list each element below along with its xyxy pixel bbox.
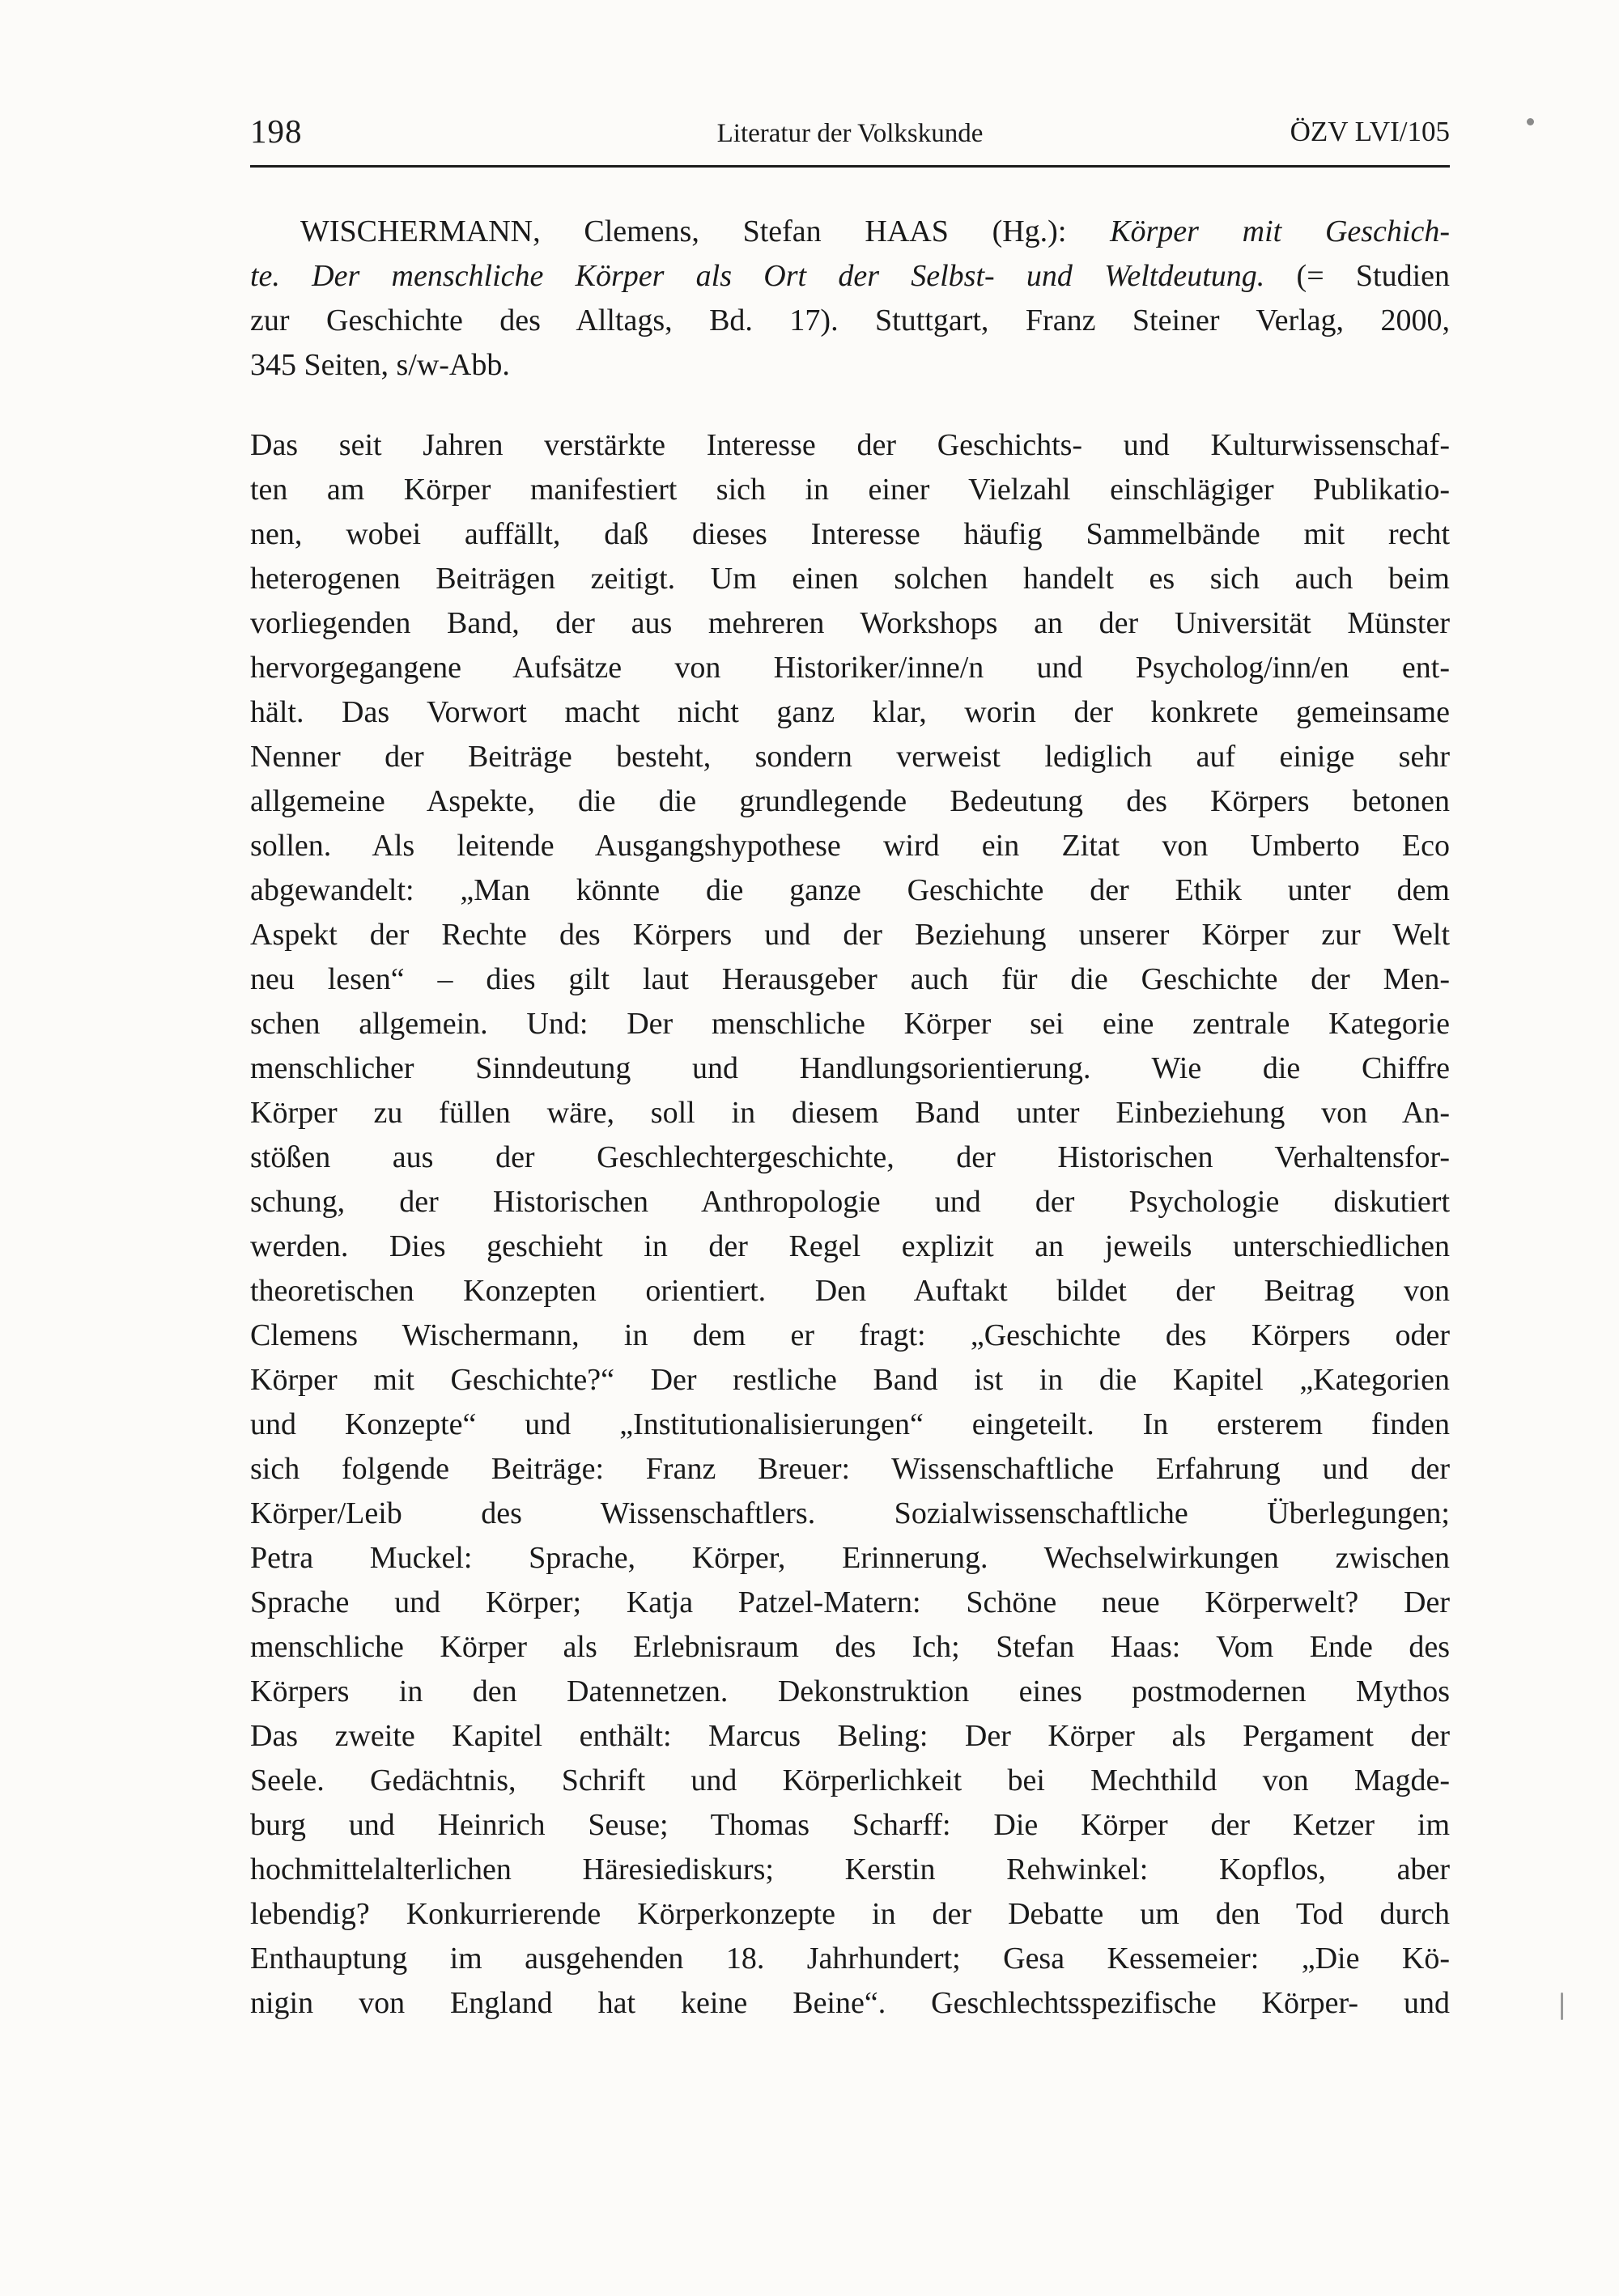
body-line: sollen. Als leitende Ausgangshypothese wird ein Zitat von Umberto Eco (250, 829, 1450, 863)
citation-line (250, 343, 1450, 388)
body-line: und Konzepte“ und „Institutionalisierungen“ eingeteilt. In ersterem finden (250, 1407, 1450, 1441)
body-line: Körper mit Geschichte?“ Der restliche Band ist in die Kapitel „Kategorien (250, 1363, 1450, 1397)
body-line: Körper/Leib des Wissenschaftlers. Sozialwissenschaftliche Überlegungen; (250, 1496, 1450, 1530)
body-line: schen allgemein. Und: Der menschliche Körper sei eine zentrale Kategorie (250, 1007, 1450, 1041)
citation-title-segment: Körper mit Geschich- (1110, 214, 1451, 248)
book-citation (250, 210, 1450, 388)
body-line: menschliche Körper als Erlebnisraum des Ich; Stefan Haas: Vom Ende des (250, 1630, 1450, 1664)
body-line: heterogenen Beiträgen zeitigt. Um einen solchen handelt es sich auch beim (250, 562, 1450, 596)
body-line: stößen aus der Geschlechtergeschichte, der Historischen Verhaltensfor- (250, 1140, 1450, 1174)
review-body (250, 423, 1450, 2026)
body-line: Das seit Jahren verstärkte Interesse der Geschichts- und Kulturwissenschaf- (250, 428, 1450, 462)
citation-text-segment: WISCHERMANN, Clemens, Stefan HAAS (Hg.): (300, 214, 1111, 248)
body-line: vorliegenden Band, der aus mehreren Workshops an der Universität Münster (250, 606, 1450, 640)
body-line: neu lesen“ – dies gilt laut Herausgeber auch für die Geschichte der Men- (250, 962, 1450, 996)
body-line: werden. Dies geschieht in der Regel explizit an jeweils unterschiedlichen (250, 1229, 1450, 1263)
body-line: nigin von England hat keine Beine“. Geschlechtsspezifische Körper- und (250, 1986, 1450, 2020)
citation-text-segment: zur Geschichte des Alltags, Bd. 17). Stuttgart, Franz Steiner Verlag, 2000, (250, 303, 1450, 337)
body-line: Petra Muckel: Sprache, Körper, Erinnerung. Wechselwirkungen zwischen (250, 1541, 1450, 1575)
body-line: hält. Das Vorwort macht nicht ganz klar, worin der konkrete gemeinsame (250, 695, 1450, 729)
body-line: Aspekt der Rechte des Körpers und der Beziehung unserer Körper zur Welt (250, 918, 1450, 952)
body-line: ten am Körper manifestiert sich in einer Vielzahl einschlägiger Publikatio- (250, 473, 1450, 507)
page-number: 198 (250, 112, 303, 150)
body-line: Sprache und Körper; Katja Patzel-Matern: Schöne neue Körperwelt? Der (250, 1585, 1450, 1619)
issue-label: ÖZV LVI/105 (1290, 116, 1450, 147)
body-line: lebendig? Konkurrierende Körperkonzepte in der Debatte um den Tod durch (250, 1897, 1450, 1931)
header-rule (250, 165, 1450, 168)
body-line: allgemeine Aspekte, die die grundlegende Bedeutung des Körpers betonen (250, 784, 1450, 818)
body-line: nen, wobei auffällt, daß dieses Interesse häufig Sammelbände mit recht (250, 517, 1450, 551)
journal-title: Literatur der Volkskunde (716, 119, 984, 148)
body-line: Das zweite Kapitel enthält: Marcus Beling: Der Körper als Pergament der (250, 1719, 1450, 1753)
body-line: abgewandelt: „Man könnte die ganze Geschichte der Ethik unter dem (250, 873, 1450, 907)
citation-text-segment: 345 Seiten, s/w-Abb. (250, 348, 510, 382)
body-line: menschlicher Sinndeutung und Handlungsorientierung. Wie die Chiffre (250, 1051, 1450, 1085)
scan-artifact-line (1561, 1993, 1563, 2020)
citation-title-segment: te. Der menschliche Körper als Ort der Selbst- und Weltdeutung. (250, 259, 1265, 293)
body-line: burg und Heinrich Seuse; Thomas Scharff: Die Körper der Ketzer im (250, 1808, 1450, 1842)
body-line: hochmittelalterlichen Häresiediskurs; Kerstin Rehwinkel: Kopflos, aber (250, 1853, 1450, 1886)
citation-line (250, 299, 1450, 343)
body-line: schung, der Historischen Anthropologie und der Psychologie diskutiert (250, 1185, 1450, 1219)
body-line: Seele. Gedächtnis, Schrift und Körperlichkeit bei Mechthild von Magde- (250, 1763, 1450, 1797)
body-line: Körpers in den Datennetzen. Dekonstruktion eines postmodernen Mythos (250, 1674, 1450, 1708)
body-line: Clemens Wischermann, in dem er fragt: „Geschichte des Körpers oder (250, 1318, 1450, 1352)
body-line: hervorgegangene Aufsätze von Historiker/inne/n und Psycholog/inn/en ent- (250, 651, 1450, 685)
page-header (250, 112, 1450, 152)
body-line: Enthauptung im ausgehenden 18. Jahrhundert; Gesa Kessemeier: „Die Kö- (250, 1942, 1450, 1976)
body-line: sich folgende Beiträge: Franz Breuer: Wissenschaftliche Erfahrung und der (250, 1452, 1450, 1486)
citation-line (250, 210, 1450, 254)
body-line: theoretischen Konzepten orientiert. Den Auftakt bildet der Beitrag von (250, 1274, 1450, 1308)
body-line: Körper zu füllen wäre, soll in diesem Band unter Einbeziehung von An- (250, 1096, 1450, 1130)
citation-line (250, 254, 1450, 299)
body-line: Nenner der Beiträge besteht, sondern verweist lediglich auf einige sehr (250, 740, 1450, 774)
citation-text-segment: (= Studien (1264, 259, 1451, 293)
scan-artifact-dot (1527, 118, 1534, 125)
